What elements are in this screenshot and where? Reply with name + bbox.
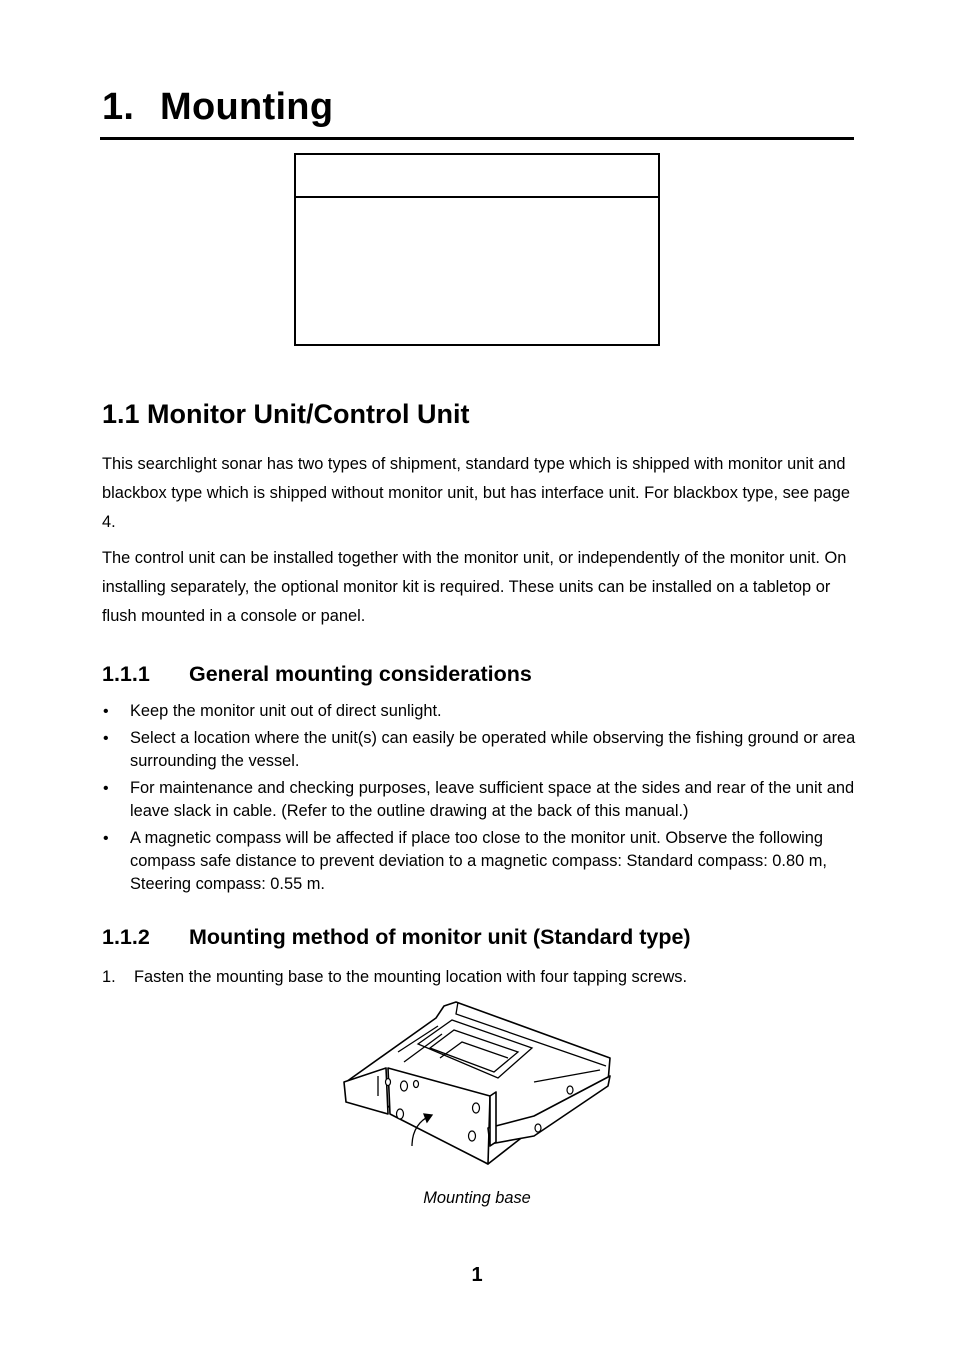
mounting-base-drawing-icon <box>338 996 614 1172</box>
list-item-text: Select a location where the unit(s) can easily be operated while observing the fishing ground or area surrounding the vessel. <box>130 729 856 770</box>
subsection-title-text: General mounting considerations <box>189 662 532 686</box>
list-item-text: For maintenance and checking purposes, leave sufficient space at the sides and rear of the unit and leave slack in cable. (Refer to the outline drawing at the back of this manual.) <box>130 779 855 820</box>
page-number: 1 <box>471 1264 483 1286</box>
list-item <box>102 827 862 896</box>
considerations-list <box>102 700 862 900</box>
chapter-title-text: Mounting <box>160 86 334 128</box>
subsection-title-mounting-method <box>102 923 691 951</box>
list-item <box>102 700 862 723</box>
paragraph-control-unit: The control unit can be installed together with the monitor unit, or independently of the monitor unit. On installing separately, the optional monitor kit is required. These units can be installed on a tabletop or flush mounted in a console or panel. <box>102 549 847 625</box>
bullet-icon: • <box>103 730 109 747</box>
list-item-text: A magnetic compass will be affected if place too close to the monitor unit. Observe the following compass safe distance to prevent deviation to a magnetic compass: Standard compass: 0.80 m, Steering compass: 0.55 m. <box>130 829 827 893</box>
bullet-icon: • <box>103 780 109 797</box>
subsection-title-text: Mounting method of monitor unit (Standard type) <box>189 925 691 949</box>
subsection-number: 1.1.1 <box>102 662 150 686</box>
list-item <box>102 777 862 823</box>
notice-box <box>294 153 660 346</box>
step-text: Fasten the mounting base to the mounting location with four tapping screws. <box>134 968 688 986</box>
bullet-icon: • <box>103 703 109 720</box>
chapter-title-rule <box>100 137 854 140</box>
bullet-icon: • <box>103 830 109 847</box>
notice-box-header-divider <box>296 196 658 198</box>
paragraph-shipment-types: This searchlight sonar has two types of shipment, standard type which is shipped with monitor unit and blackbox type which is shipped without monitor unit, but has interface unit. For blackbox type, see page 4. <box>102 455 851 531</box>
step-number: 1. <box>102 968 116 986</box>
chapter-title <box>102 84 333 130</box>
step-item <box>102 966 687 989</box>
list-item <box>102 727 862 773</box>
list-item-text: Keep the monitor unit out of direct sunlight. <box>130 702 442 720</box>
section-title: 1.1 Monitor Unit/Control Unit <box>102 399 470 429</box>
figure-caption: Mounting base <box>423 1189 531 1207</box>
chapter-number: 1. <box>102 86 135 128</box>
subsection-number: 1.1.2 <box>102 925 150 949</box>
subsection-title-general <box>102 660 532 688</box>
